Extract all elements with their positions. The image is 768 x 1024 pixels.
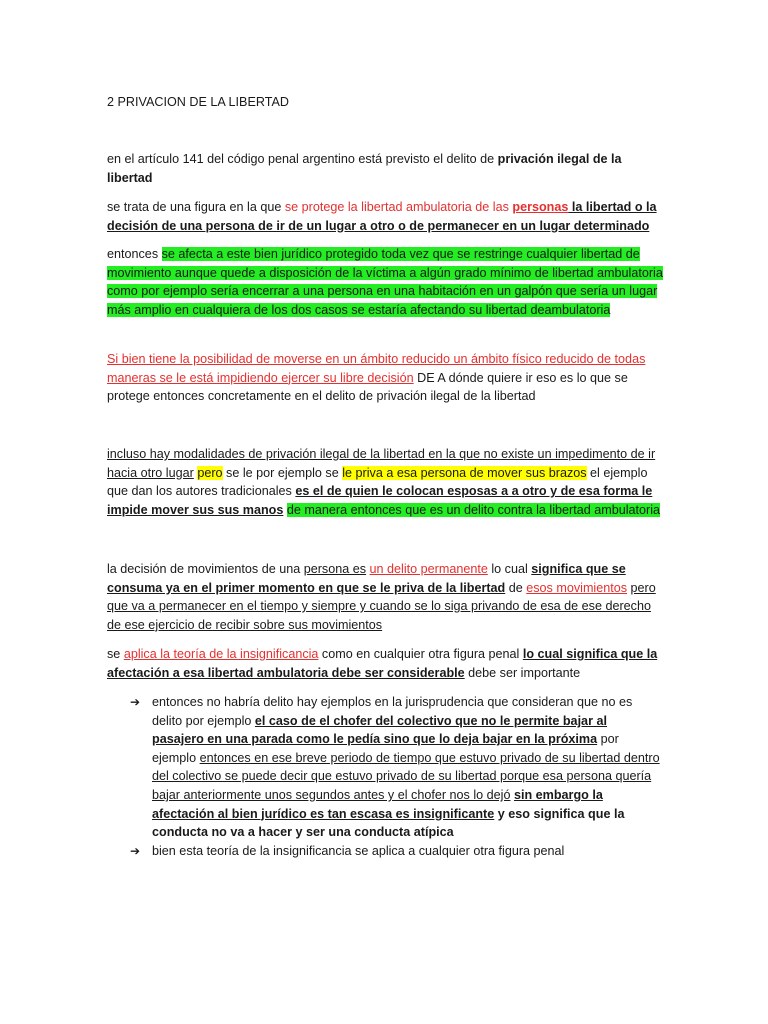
text-run-yellow-highlight: pero: [197, 465, 223, 480]
text-run: de: [505, 580, 527, 595]
paragraph-modalidades: [107, 445, 663, 519]
text-run-red-underline: un delito permanente: [369, 562, 488, 576]
bullet-item-chofer: [130, 693, 660, 842]
text-run: por ejemplo: [152, 732, 619, 765]
text-run: como en cualquier otra figura penal: [318, 647, 523, 661]
bullet-item-teoria: [130, 842, 660, 861]
text-run: DE A dónde quiere ir eso es lo que se protege entonces concretamente en el delito de privación ilegal de la libertad: [107, 370, 628, 404]
text-run-red: se protege la libertad ambulatoria de las: [284, 200, 513, 214]
text-run-bold: y eso significa que la conducta no va a hacer y ser una conducta atípica: [152, 806, 625, 840]
text-run-underline: incluso hay modalidades de privación ilegal de la libertad en la que no existe un impedimento de ir hacia otro lugar: [107, 447, 656, 480]
text-run: en el artículo 141 del código penal argentino está previsto el delito de: [107, 152, 498, 166]
text-run-bold-underline: significa que se consuma ya en el primer momento en que se le priva de la libertad: [107, 562, 626, 595]
text-run-bold: privación ilegal de la libertad: [107, 152, 622, 185]
paragraph-figura: [107, 198, 663, 235]
text-run: se le por ejemplo se: [222, 465, 343, 480]
text-run: la decisión de movimientos de una: [107, 562, 304, 576]
text-run-underline: persona es: [303, 562, 367, 576]
text-run-bold-underline: sin embargo la afectación al bien jurídico es tan escasa es insignificante: [152, 787, 603, 821]
text-run-bold-underline: lo cual significa que la afectación a esa libertad ambulatoria debe ser considerable: [107, 647, 658, 680]
document-title: 2 PRIVACION DE LA LIBERTAD: [107, 95, 289, 109]
text-run: entonces no habría delito hay ejemplos en la jurisprudencia que consideran que no es delito por ejemplo: [152, 695, 633, 728]
text-run-underline: pero que va a permanecer en el tiempo y siempre y cuando se lo siga privando de esa de ese derecho de ese ejercicio de recibir sobre sus movimientos: [107, 580, 656, 632]
text-run: lo cual: [487, 562, 532, 576]
text-run-red-bold: personas: [512, 200, 569, 214]
text-run-bold-underline: el caso de el chofer del colectivo que no le permite bajar al pasajero en una parada como le pedía sino que lo deja bajar en la próxima: [152, 713, 607, 747]
text-run-red-underline: esos movimientos: [526, 580, 628, 595]
paragraph-delito-permanente: [107, 560, 663, 634]
text-run-bold-underline: es el de quien le colocan esposas a a otro y de esa forma le impide mover sus sus manos: [107, 484, 653, 517]
arrow-bullet-icon: ➔: [130, 695, 141, 709]
arrow-bullet-icon: ➔: [130, 843, 141, 858]
text-run: bien esta teoría de la insignificancia se aplica a cualquier otra figura penal: [152, 843, 565, 858]
text-run-red-underline: aplica la teoría de la insignificancia: [123, 647, 319, 661]
text-run-green-highlight: de manera entonces que es un delito contra la libertad ambulatoria: [286, 502, 661, 517]
paragraph-insignificancia: [107, 645, 663, 682]
text-run: debe ser importante: [464, 665, 581, 680]
text-run-green-highlight: se afecta a este bien jurídico protegido toda vez que se restringe cualquier libertad de movimiento aunque quede a disposición de la víctima a algún grado mínimo de libertad ambulatoria como por ejemplo sería encerrar a una persona en una habitación en un galpón que sería un lugar más amplio en cualquiera de los dos casos se estaría afectando su libertad deambulatoria: [107, 247, 663, 317]
text-run: entonces: [107, 247, 162, 261]
text-run: se trata de una figura en la que: [107, 200, 285, 214]
text-run: se: [107, 647, 124, 661]
text-run-yellow-highlight: le priva a esa persona de mover sus brazos: [342, 465, 587, 480]
text-run-red-underline: Si bien tiene la posibilidad de moverse en un ámbito reducido un ámbito físico reducido de todas maneras se le está impidiendo ejercer su libre decisión: [107, 352, 646, 385]
text-run: el ejemplo que dan los autores tradicionales: [107, 465, 648, 499]
bullet-list: [130, 693, 660, 860]
paragraph-ambito-reducido: [107, 350, 663, 406]
paragraph-bien-juridico: [107, 245, 663, 319]
text-run-bold-underline: la libertad o la decisión de una persona de ir de un lugar a otro o de permanecer en un lugar determinado: [107, 200, 657, 233]
text-run-underline: entonces en ese breve periodo de tiempo que estuvo privado de su libertad dentro del colectivo se puede decir que estuvo privado de su libertad porque esa persona quería bajar anteriormente unos segundos antes y el chofer nos lo dejó: [152, 750, 660, 802]
paragraph-intro: [107, 150, 663, 187]
